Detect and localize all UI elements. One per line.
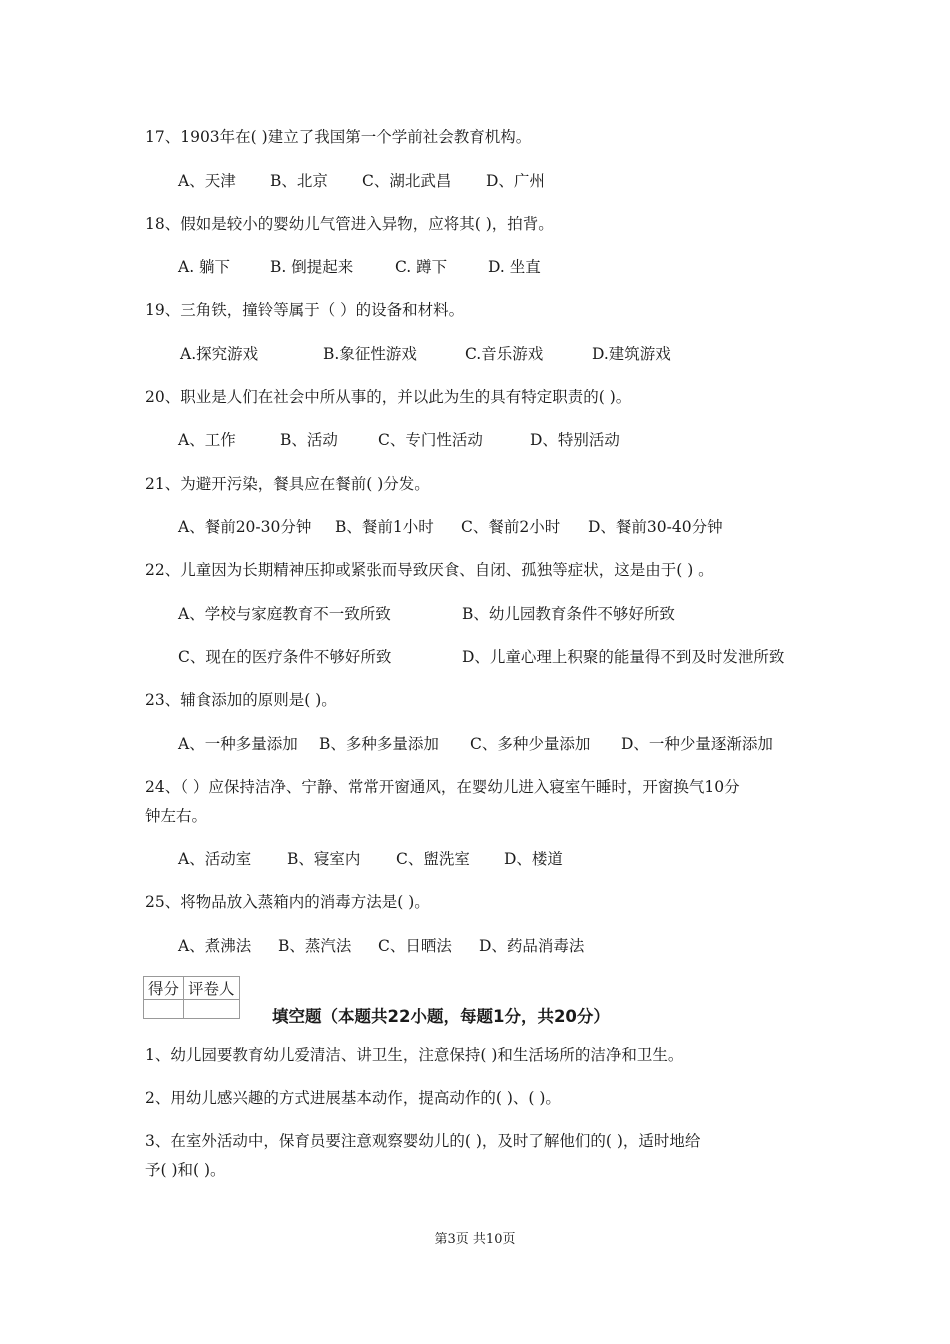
fill-question-2: 2、用幼儿感兴趣的方式进展基本动作，提高动作的( )、( )。 (145, 1089, 561, 1107)
question-24-continued: 钟左右。 (145, 807, 208, 825)
question-19: 19、三角铁，撞铃等属于（ ）的设备和材料。 (145, 301, 465, 319)
option-b: B. 倒提起来 (270, 258, 354, 276)
question-24: 24、（ ）应保持洁净、宁静、常常开窗通风，在婴幼儿进入寝室午睡时，开窗换气10分 (145, 778, 740, 796)
option-a: A.探究游戏 (180, 345, 259, 363)
option-b: B、蒸汽法 (278, 937, 352, 955)
option-b: B、活动 (280, 431, 338, 449)
score-header: 得分 (144, 977, 184, 1000)
option-a: A、学校与家庭教育不一致所致 (178, 605, 391, 623)
option-c: C、餐前2小时 (461, 518, 561, 536)
page-footer: 第3页 共10页 (434, 1232, 516, 1247)
option-c: C、多种少量添加 (470, 735, 591, 753)
option-d: D、儿童心理上积聚的能量得不到及时发泄所致 (462, 648, 785, 666)
question-21: 21、为避开污染，餐具应在餐前( )分发。 (145, 475, 430, 493)
option-b: B、寝室内 (287, 850, 361, 868)
score-table (143, 976, 240, 1019)
option-d: D、一种少量逐渐添加 (621, 735, 773, 753)
option-d: D、餐前30-40分钟 (588, 518, 723, 536)
option-b: B、餐前1小时 (335, 518, 434, 536)
option-c: C、盥洗室 (396, 850, 470, 868)
fill-question-3-continued: 予( )和( )。 (145, 1161, 226, 1179)
question-20: 20、职业是人们在社会中所从事的，并以此为生的具有特定职责的( )。 (145, 388, 632, 406)
option-c: C.音乐游戏 (465, 345, 544, 363)
option-d: D. 坐直 (488, 258, 541, 276)
option-b: B、北京 (270, 172, 328, 190)
option-a: A、煮沸法 (178, 937, 252, 955)
option-b: B、多种多量添加 (319, 735, 439, 753)
option-a: A、一种多量添加 (178, 735, 298, 753)
option-c: C、现在的医疗条件不够好所致 (178, 648, 392, 666)
section-title: 填空题（本题共22小题，每题1分，共20分） (272, 1007, 610, 1026)
option-c: C、湖北武昌 (362, 172, 452, 190)
option-b: B.象征性游戏 (323, 345, 417, 363)
question-23: 23、辅食添加的原则是( )。 (145, 691, 337, 709)
question-17: 17、1903年在( )建立了我国第一个学前社会教育机构。 (145, 128, 532, 146)
option-c: C. 蹲下 (395, 258, 448, 276)
fill-question-1: 1、幼儿园要教育幼儿爱清洁、讲卫生，注意保持( )和生活场所的洁净和卫生。 (145, 1046, 684, 1064)
score-cell[interactable] (144, 1000, 184, 1019)
grader-cell[interactable] (184, 1000, 240, 1019)
option-b: B、幼儿园教育条件不够好所致 (462, 605, 675, 623)
option-d: D.建筑游戏 (592, 345, 671, 363)
fill-question-3: 3、在室外活动中，保育员要注意观察婴幼儿的( )，及时了解他们的( )，适时地给 (145, 1132, 701, 1150)
question-25: 25、将物品放入蒸箱内的消毒方法是( )。 (145, 893, 430, 911)
option-a: A、餐前20-30分钟 (178, 518, 312, 536)
question-18: 18、假如是较小的婴幼儿气管进入异物，应将其( )，拍背。 (145, 215, 554, 233)
option-a: A. 躺下 (178, 258, 231, 276)
grader-header: 评卷人 (184, 977, 240, 1000)
option-c: C、日晒法 (378, 937, 452, 955)
option-d: D、广州 (486, 172, 545, 190)
option-a: A、活动室 (178, 850, 252, 868)
option-a: A、天津 (178, 172, 236, 190)
option-d: D、楼道 (504, 850, 563, 868)
option-c: C、专门性活动 (378, 431, 483, 449)
option-d: D、药品消毒法 (479, 937, 585, 955)
option-d: D、特别活动 (530, 431, 620, 449)
question-22: 22、儿童因为长期精神压抑或紧张而导致厌食、自闭、孤独等症状，这是由于( ) 。 (145, 561, 714, 579)
option-a: A、工作 (178, 431, 236, 449)
